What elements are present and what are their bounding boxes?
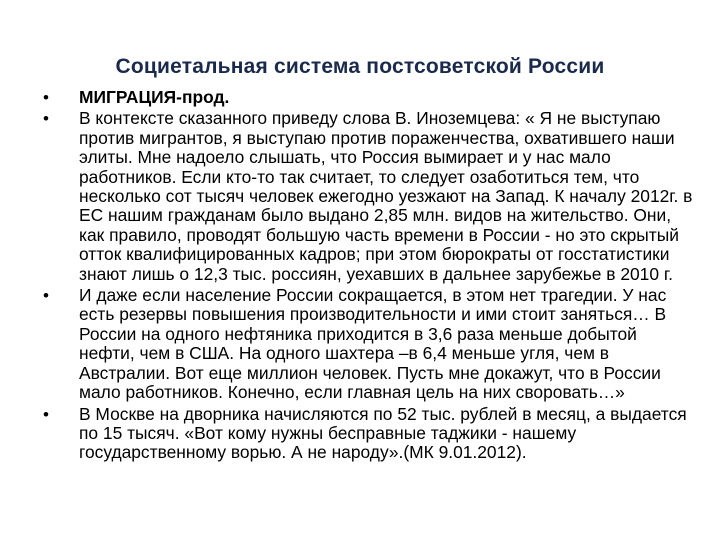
bullet-item-population xyxy=(43,286,693,402)
bullet-icon: • xyxy=(43,404,49,424)
bullet-item-migration xyxy=(43,88,693,107)
slide-title: Социетальная система постсоветской России xyxy=(115,55,605,78)
bullet-text: МИГРАЦИЯ-прод. xyxy=(79,87,230,107)
bullet-text: В Москве на дворника начисляются по 52 тыс. рублей в месяц, а выдается по 15 тысяч. «Вот кому нужны бесправные таджики - нашему государственному ворью. А не народу».(МК 9.01.2012). xyxy=(79,403,687,463)
bullet-list xyxy=(43,88,693,465)
bullet-icon: • xyxy=(43,286,49,306)
bullet-text: В контексте сказанного приведу слова В. Иноземцева: « Я не выступаю против мигрантов, я выступаю против пораженчества, охватившего наши элиты. Мне надоело слышать, что Россия вымирает и у нас мало работников. Если кто-то так считает, то следует озаботиться тем, что несколько сот тысяч человек ежегодно уезжают на Запад. К началу 2012г. в ЕС нашим гражданам было выдано 2,85 млн. видов на жительство. Они, как правило, проводят большую часть времени в России - но это скрытый отток квалифицированных кадров; при этом бюрократы от госстатистики знают лишь о 12,3 тыс. россиян, уехавших в дальнее зарубежье в 2010 г. xyxy=(79,108,693,284)
bullet-text: И даже если население России сокращается, в этом нет трагедии. У нас есть резервы повышения производительности и ими стоит заняться… В России на одного нефтяника приходится в 3,6 раза меньше добытой нефти, чем в США. На одного шахтера –в 6,4 меньше угля, чем в Австралии. Вот еще миллион человек. Пусть мне докажут, что в России мало работников. Конечно, если главная цель на них своровать…» xyxy=(79,285,667,403)
bullet-icon: • xyxy=(43,88,49,107)
bullet-item-inozemtsev-quote xyxy=(43,109,693,284)
bullet-item-moscow-janitors xyxy=(43,405,693,463)
bullet-icon: • xyxy=(43,109,49,129)
